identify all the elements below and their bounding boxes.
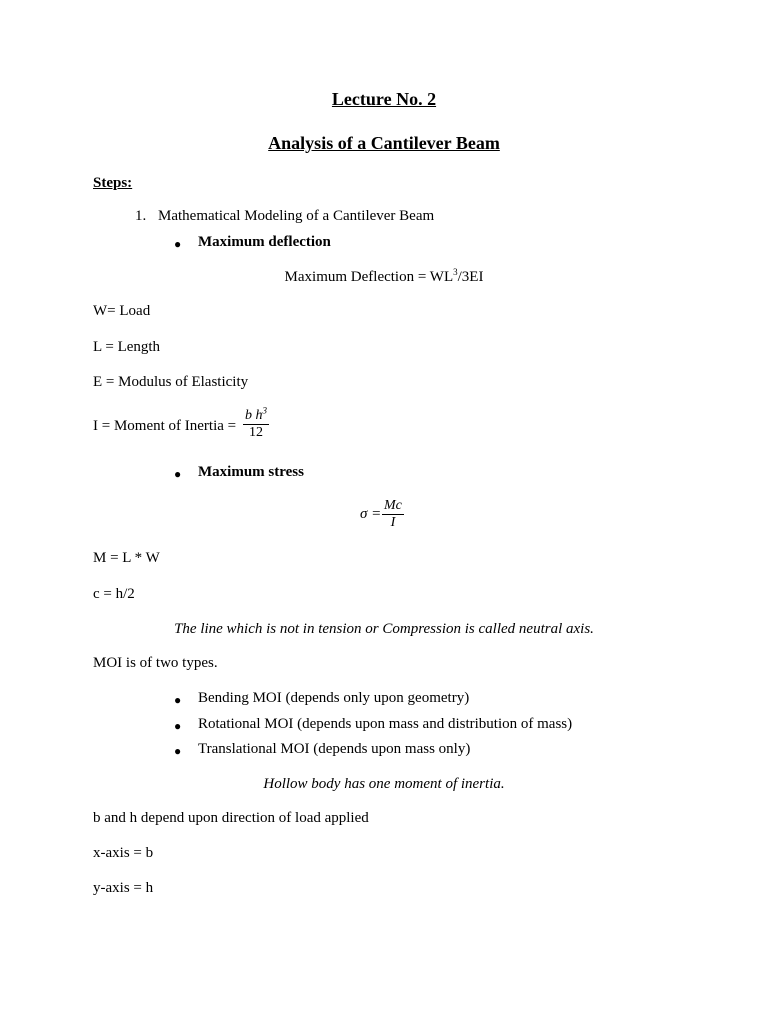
bullet-icon: ● <box>174 744 182 758</box>
neutral-axis-note: The line which is not in tension or Compression is called neutral axis. <box>174 621 594 637</box>
inertia-fraction <box>243 405 269 440</box>
moi-types: MOI is of two types. <box>93 655 218 671</box>
hollow-body-note: Hollow body has one moment of inertia. <box>263 776 505 792</box>
deflection-formula-prefix: Maximum Deflection = WL <box>284 269 454 285</box>
bullet-max-stress: Maximum stress <box>198 464 304 480</box>
moi-list-item: Rotational MOI (depends upon mass and distribution of mass) <box>198 716 573 732</box>
stress-numerator: Mc <box>384 498 402 513</box>
definition-m: M = L * W <box>93 550 160 566</box>
steps-heading: Steps: <box>93 175 133 191</box>
deflection-exponent: 3 <box>453 267 458 277</box>
stress-fraction <box>382 499 404 530</box>
lecture-subtitle: Analysis of a Cantilever Beam <box>268 133 500 153</box>
definition-l: L = Length <box>93 339 161 355</box>
stress-denominator: I <box>390 515 396 530</box>
step-number: 1. <box>135 208 147 224</box>
y-axis-definition: y-axis = h <box>93 880 154 896</box>
inertia-numerator: b $h^3$ <box>245 405 267 423</box>
bullet-icon: ● <box>174 719 182 733</box>
bullet-max-deflection: Maximum deflection <box>198 234 331 250</box>
moi-list-item: Bending MOI (depends only upon geometry) <box>198 690 470 706</box>
bullet-icon: ● <box>174 237 182 251</box>
moi-list-item: Translational MOI (depends upon mass only) <box>198 741 471 757</box>
definition-e: E = Modulus of Elasticity <box>93 374 249 390</box>
definition-w: W= Load <box>93 303 151 319</box>
definition-i: I = Moment of Inertia = <box>93 418 237 434</box>
bh-note: b and h depend upon direction of load applied <box>93 810 369 826</box>
step-text: Mathematical Modeling of a Cantilever Beam <box>158 208 435 224</box>
lecture-title: Lecture No. 2 <box>331 89 437 109</box>
deflection-formula <box>0 267 768 285</box>
inertia-denominator: 12 <box>249 425 263 440</box>
bullet-icon: ● <box>174 467 182 481</box>
bullet-icon: ● <box>174 693 182 707</box>
deflection-formula-suffix: /3EI <box>457 269 484 285</box>
stress-lhs: σ = <box>360 506 382 522</box>
definition-c: c = h/2 <box>93 586 135 602</box>
x-axis-definition: x-axis = b <box>93 845 154 861</box>
